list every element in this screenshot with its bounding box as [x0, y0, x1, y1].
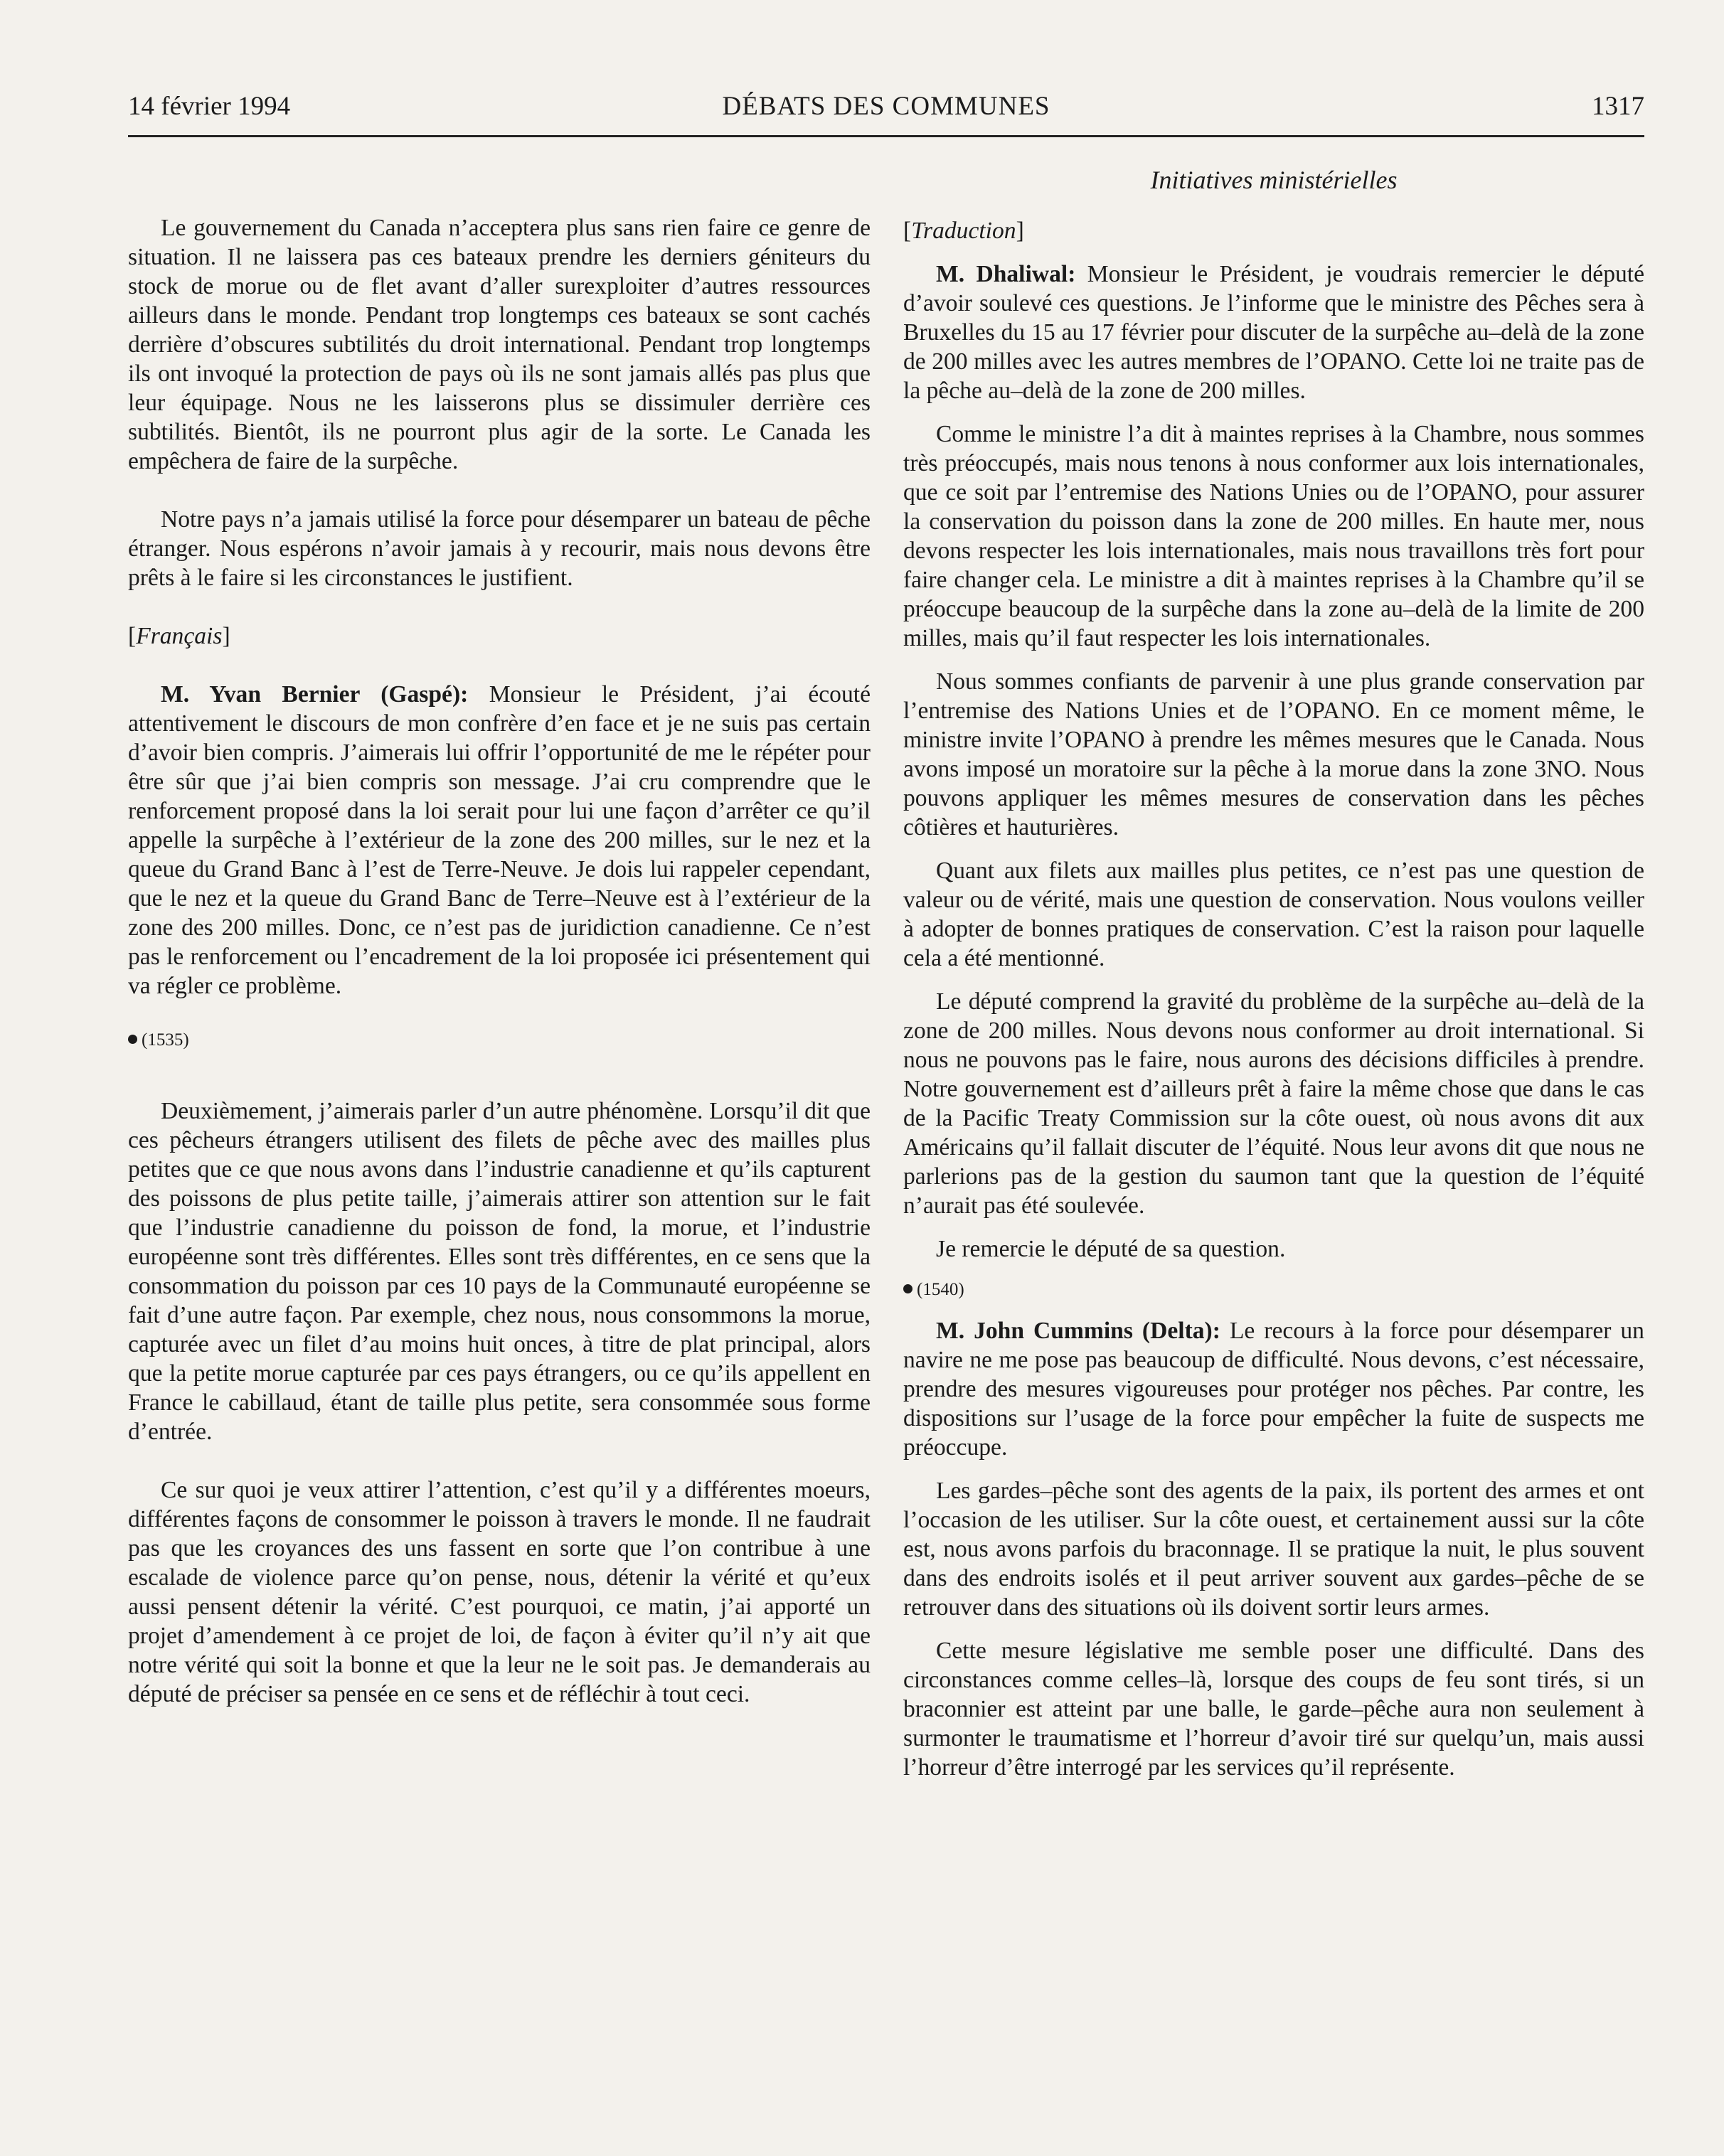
timestamp	[128, 1030, 871, 1051]
timestamp	[903, 1279, 1644, 1301]
speech-paragraph	[903, 260, 1644, 405]
speech-paragraph	[903, 1316, 1644, 1462]
bullet-icon	[128, 1035, 137, 1044]
paragraph: Ce sur quoi je veux attirer l’attention, c’est qu’il y a différentes moeurs, différentes façons de consommer le poisson à travers le monde. Il ne faudrait pas que les croyances des uns fassent en sorte que l’on contribue à une escalade de violence parce qu’on pense, nous, détenir la vérité et qu’eux aussi pensent détenir la vérité. C’est pourquoi, ce matin, j’ai apporté un projet d’amendement à ce projet de loi, de façon à éviter qu’il n’y ait que notre vérité qui soit la bonne et que la leur ne le soit pas. Je demanderais au député de préciser sa pensée en ce sens et de réfléchir à tout ceci.	[128, 1477, 871, 1707]
speaker-name: M. Yvan Bernier (Gaspé):	[161, 681, 469, 708]
header-date: 14 février 1994	[128, 92, 291, 121]
bullet-icon	[903, 1284, 912, 1293]
speaker-name: M. John Cummins (Delta):	[936, 1318, 1220, 1344]
speaker-name: M. Dhaliwal:	[936, 261, 1076, 287]
timestamp-text: (1535)	[142, 1030, 189, 1050]
section-label: [Traduction]	[903, 218, 1024, 244]
speech-text: Le recours à la force pour désemparer un navire ne me pose pas beaucoup de difficulté. Nous devons, c’est nécessaire, prendre des mesures vigoureuses pour protéger nos pêches. Par contre, les dispositions sur l’usage de la force pour empêcher la fuite de suspects me préoccupe.	[903, 1318, 1644, 1461]
paragraph: Comme le ministre l’a dit à maintes reprises à la Chambre, nous sommes très préoccupés, mais nous tenons à nous conformer aux lois internationales, que ce soit par l’entremise des Nations Unies ou de l’OPANO, pour assurer la conservation du poisson dans la zone de 200 milles. En haute mer, nous devons respecter les lois internationales, mais nous travaillons très fort pour faire changer cela. Le ministre a dit à maintes reprises à la Chambre qu’il se préoccupe beaucoup de la surpêche dans la zone au–delà de la limite de 200 milles, mais qu’il faut respecter les lois internationales.	[903, 421, 1644, 651]
speech-text: Monsieur le Président, j’ai écouté attentivement le discours de mon confrère d’en face et je ne suis pas certain d’avoir bien compris. J’aimerais lui offrir l’opportunité de me le répéter pour être sûr que j’ai bien compris son message. J’ai cru comprendre que le renforcement proposé dans la loi serait pour lui une façon d’arrêter ce qu’il appelle la surpêche à l’extérieur de la zone des 200 milles, sur le nez et la queue du Grand Banc à l’est de Terre-Neuve. Je dois lui rappeler cependant, que le nez et la queue du Grand Banc de Terre–Neuve est à l’extérieur de la zone des 200 milles. Donc, ce n’est pas de juridiction canadienne. Ce n’est pas le renforcement ou l’encadrement de la loi proposée ici présentement qui va régler ce problème.	[128, 681, 871, 999]
section-label-text: Français	[136, 623, 223, 649]
paragraph: Les gardes–pêche sont des agents de la paix, ils portent des armes et ont l’occasion de les utiliser. Sur la côte ouest, et certainement aussi sur la côte est, nous avons parfois du braconnage. Il se pratique la nuit, le plus souvent dans des endroits isolés et il peut arriver souvent aux gardes–pêche de se retrouver dans des situations où ils doivent sortir leurs armes.	[903, 1478, 1644, 1621]
paragraph: Notre pays n’a jamais utilisé la force pour désemparer un bateau de pêche étranger. Nous espérons n’avoir jamais à y recourir, mais nous devons être prêts à le faire si les circonstances le justifient.	[128, 506, 871, 591]
paragraph: Le gouvernement du Canada n’acceptera plus sans rien faire ce genre de situation. Il ne laissera pas ces bateaux prendre les derniers géniteurs du stock de morue ou de flet avant d’aller surexploiter d’autres ressources ailleurs dans le monde. Pendant trop longtemps ces bateaux se sont cachés derrière d’obscures subtilités du droit international. Pendant trop longtemps ils ont invoqué la protection de pays où ils ne sont jamais allés pas plus que leur équipage. Nous ne les laisserons plus se dissimuler derrière ces subtilités. Bientôt, ils ne pourront plus agir de la sorte. Le Canada les empêchera de faire de la surpêche.	[128, 215, 871, 474]
section-label: [Français]	[128, 623, 230, 649]
page-header	[128, 91, 1644, 137]
page-number: 1317	[1592, 92, 1644, 121]
header-title: DÉBATS DES COMMUNES	[722, 92, 1050, 121]
right-column	[903, 216, 1644, 1782]
speech-paragraph	[128, 680, 871, 1000]
paragraph: Nous sommes confiants de parvenir à une plus grande conservation par l’entremise des Nations Unies et de l’OPANO. En ce moment même, le ministre invite l’OPANO à prendre les mêmes mesures que le Canada. Nous avons imposé un moratoire sur la pêche à la morue dans la zone 3NO. Nous pouvons appliquer les mêmes mesures de conservation dans les pêches côtières et hauturières.	[903, 668, 1644, 840]
left-column	[128, 213, 871, 1709]
speech-text: Monsieur le Président, je voudrais remercier le député d’avoir soulevé ces questions. Je l’informe que le ministre des Pêches sera à Bruxelles du 15 au 17 février pour discuter de la surpêche au–delà de la zone de 200 milles avec les autres membres de l’OPANO. Cette loi ne traite pas de la pêche au–delà de la zone de 200 milles.	[903, 261, 1644, 404]
paragraph: Deuxièmement, j’aimerais parler d’un autre phénomène. Lorsqu’il dit que ces pêcheurs étrangers utilisent des filets de pêche avec des mailles plus petites que ce que nous avons dans l’industrie canadienne et qu’ils capturent des poissons de plus petite taille, j’aimerais attirer son attention sur le fait que l’industrie canadienne du poisson de fond, la morue, et l’industrie européenne sont très différentes. Elles sont très différentes, en ce sens que la consommation du poisson par ces 10 pays de la Communauté européenne se fait d’une autre façon. Par exemple, chez nous, nous consommons la morue, capturée avec un filet d’au moins huit onces, à titre de plat principal, alors que la petite morue capturée par ces pays étrangers, ou ce qu’ils appellent en France le cabillaud, étant de taille plus petite, sera consommée sous forme d’entrée.	[128, 1098, 871, 1445]
paragraph: Quant aux filets aux mailles plus petites, ce n’est pas une question de valeur ou de vérité, mais une question de conservation. Nous voulons veiller à adopter de bonnes pratiques de conservation. C’est la raison pour laquelle cela a été mentionné.	[903, 858, 1644, 971]
paragraph: Cette mesure législative me semble poser une difficulté. Dans des circonstances comme celles–là, lorsque des coups de feu sont tirés, si un braconnier est atteint par une balle, le garde–pêche aura non seulement à surmonter le traumatisme et l’horreur d’avoir tiré sur quelqu’un, mais aussi l’horreur d’être interrogé par les services qu’il représente.	[903, 1638, 1644, 1781]
paragraph: Le député comprend la gravité du problème de la surpêche au–delà de la zone de 200 milles. Nous devons nous conformer au droit international. Si nous ne pouvons pas le faire, nous aurons des décisions difficiles à prendre. Notre gouvernement est d’ailleurs prêt à faire la même chose que dans le cas de la Pacific Treaty Commission sur la côte ouest, où nous avons dit aux Américains qu’il fallait discuter de l’équité. Nous leur avons dit que nous ne parlerions pas de la gestion du saumon tant que la question de l’équité n’aurait pas été soulevée.	[903, 988, 1644, 1219]
timestamp-text: (1540)	[917, 1280, 964, 1299]
paragraph: Je remercie le député de sa question.	[936, 1236, 1286, 1262]
running-head: Initiatives ministérielles	[1150, 166, 1398, 194]
section-label-text: Traduction	[911, 218, 1016, 244]
